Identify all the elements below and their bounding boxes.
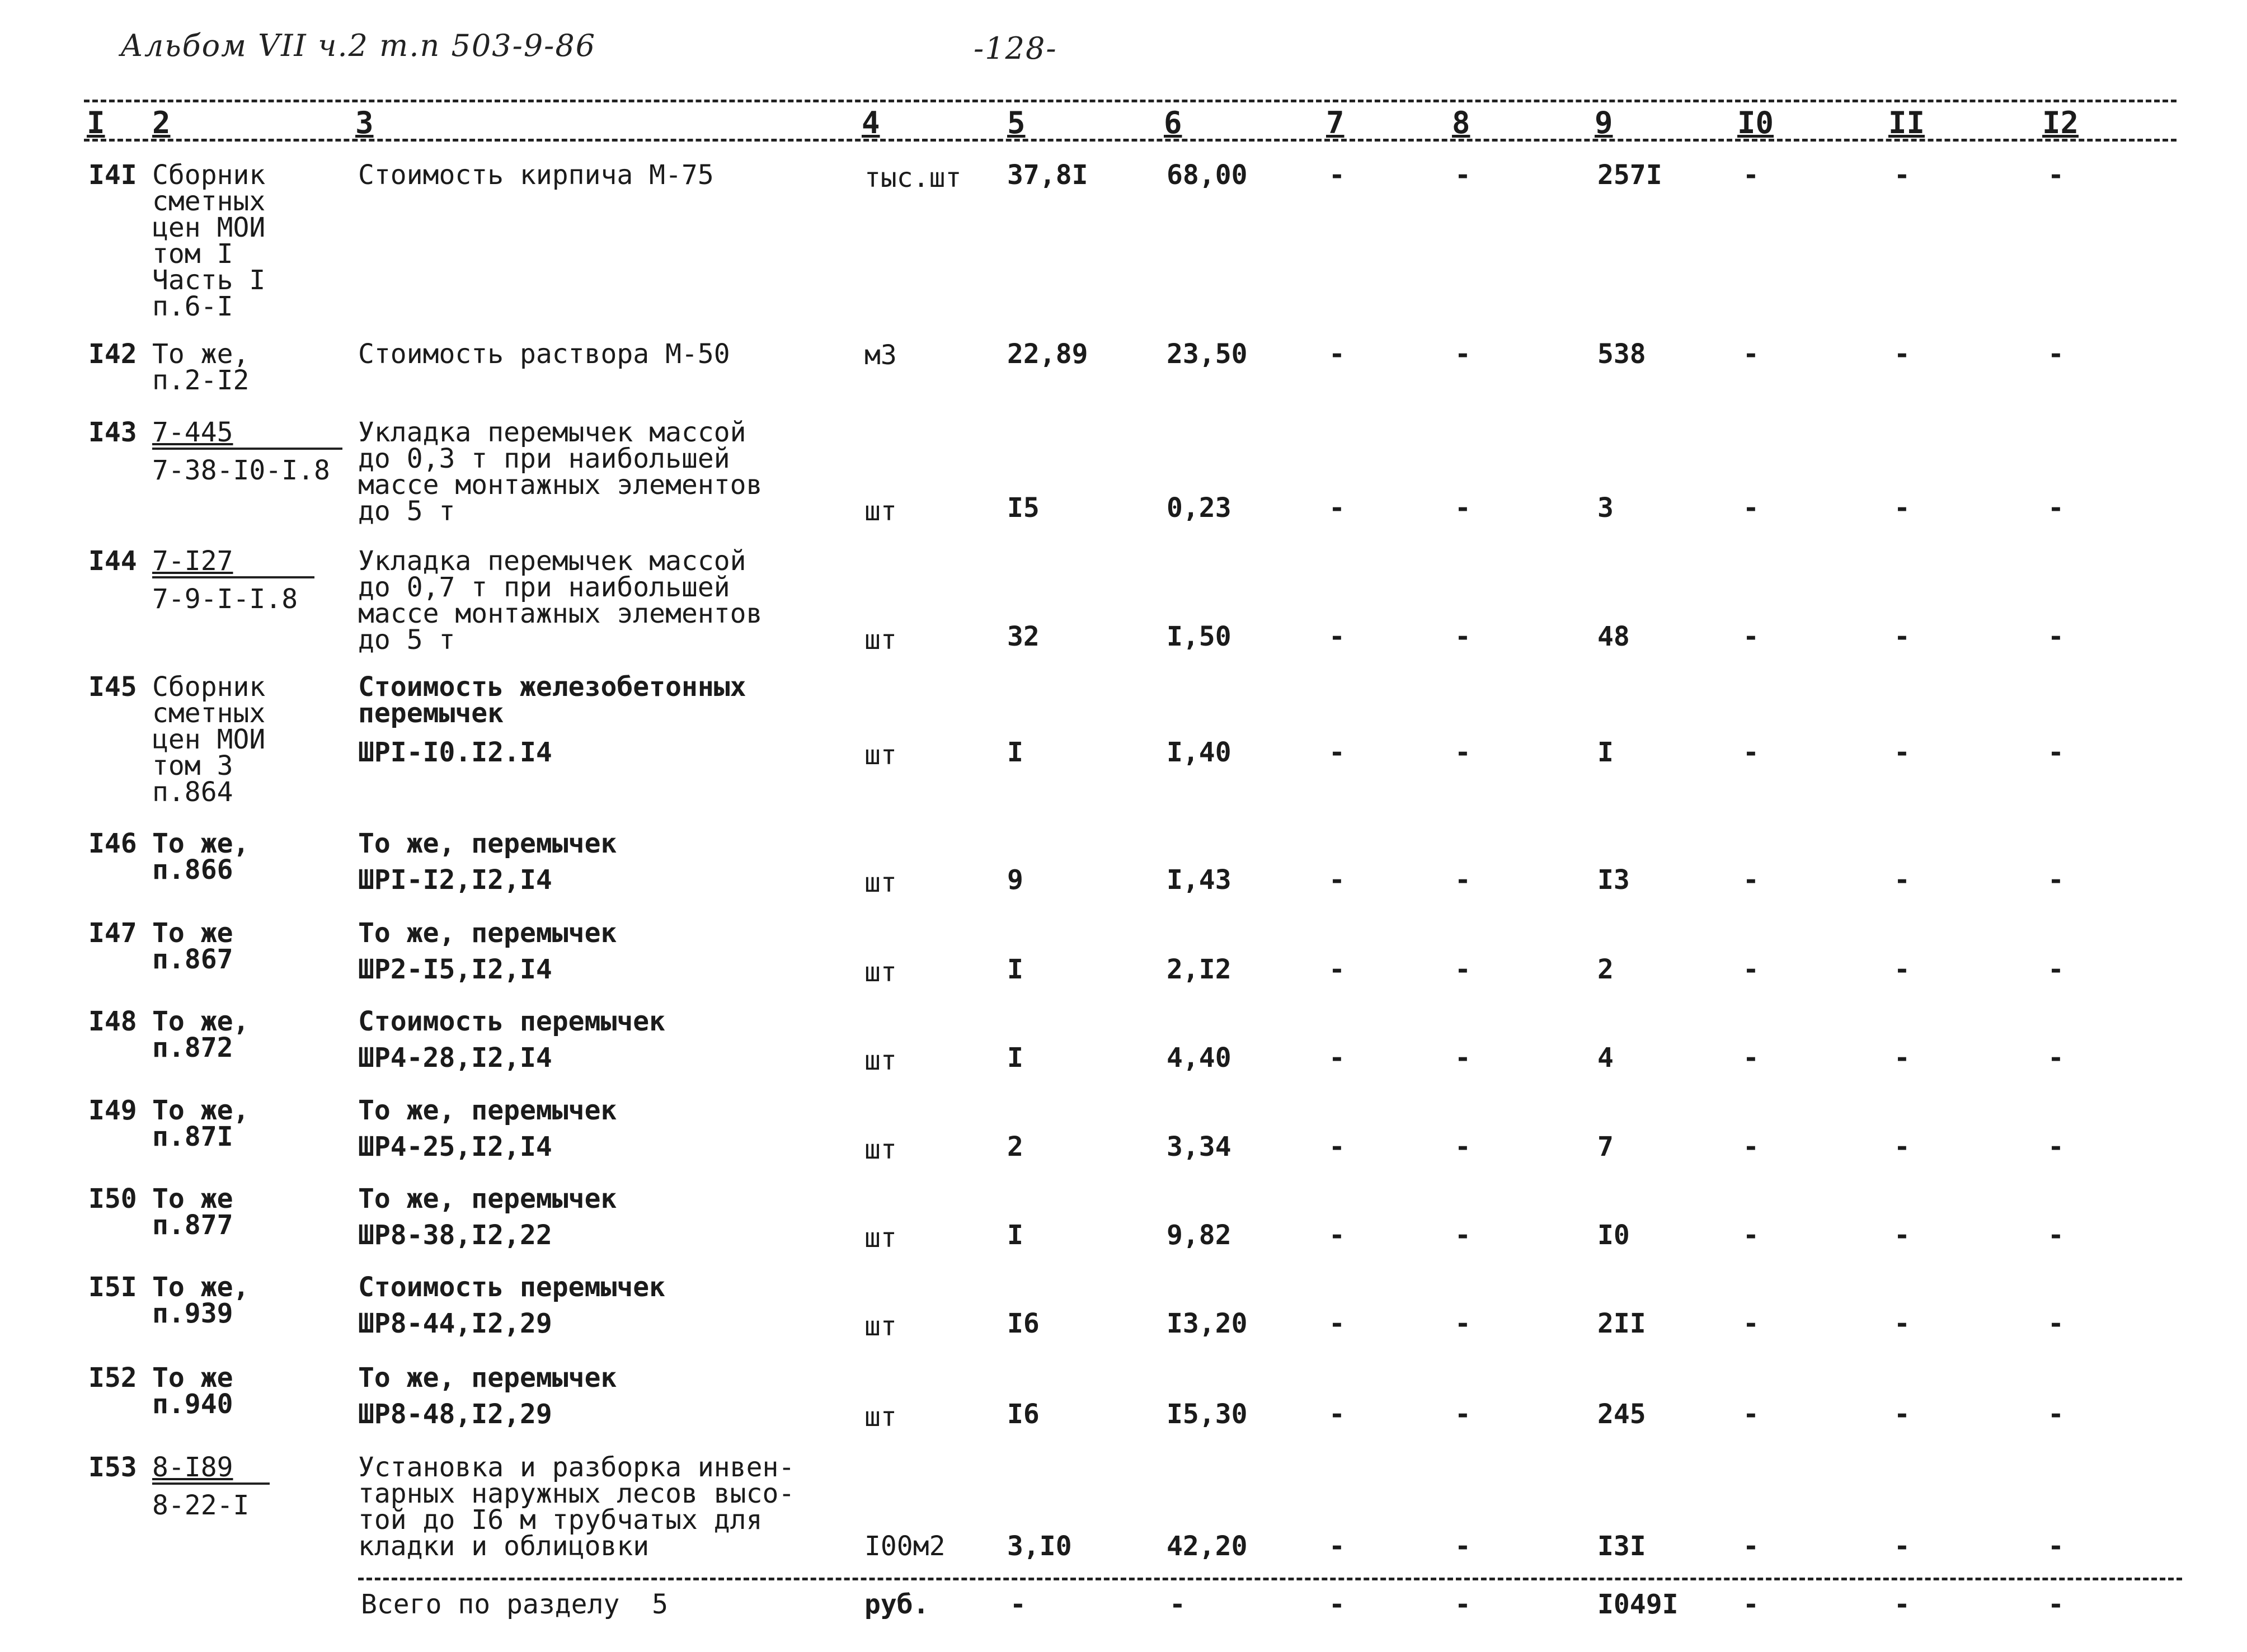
row-number: I48 bbox=[88, 1006, 137, 1037]
col7-cell: - bbox=[1329, 1042, 1345, 1074]
price-cell: 4,40 bbox=[1167, 1042, 1231, 1074]
quantity-cell: I bbox=[1007, 954, 1023, 985]
col12-cell: - bbox=[2048, 1399, 2064, 1430]
source-line: 8-I89 bbox=[152, 1452, 233, 1483]
description-line: То же, перемычек bbox=[358, 917, 617, 949]
source-line: 7-38-I0-I.8 bbox=[152, 455, 330, 486]
col10-cell: - bbox=[1743, 1220, 1759, 1251]
col8-cell: - bbox=[1455, 159, 1471, 191]
col8-cell: - bbox=[1455, 1220, 1471, 1251]
quantity-cell: I6 bbox=[1007, 1399, 1040, 1430]
source-line: том I bbox=[152, 238, 233, 270]
col10-cell: - bbox=[1743, 1042, 1759, 1074]
total-cell: 257I bbox=[1597, 159, 1662, 191]
column-header-2: 2 bbox=[152, 105, 171, 140]
source-line: То же, bbox=[152, 828, 250, 859]
description-line: То же, перемычек bbox=[358, 1362, 617, 1394]
col7-cell: - bbox=[1329, 737, 1345, 768]
source-line: цен МОИ bbox=[152, 212, 266, 243]
description-line: ШР4-25,I2,I4 bbox=[358, 1131, 552, 1162]
col11-cell: - bbox=[1894, 1308, 1910, 1339]
source-line: То же bbox=[152, 1362, 233, 1394]
col11-cell: - bbox=[1894, 954, 1910, 985]
col7-cell: - bbox=[1329, 1131, 1345, 1162]
col12-cell: - bbox=[2048, 621, 2064, 652]
source-fraction-line bbox=[152, 576, 314, 578]
col12-cell: - bbox=[2048, 864, 2064, 896]
header-divider bbox=[84, 139, 2177, 142]
description-line: до 0,7 т при наибольшей bbox=[358, 572, 730, 603]
description-line: перемычек bbox=[358, 698, 504, 729]
description-line: ШР4-28,I2,I4 bbox=[358, 1042, 552, 1074]
col10-cell: - bbox=[1743, 864, 1759, 896]
source-line: п.6-I bbox=[152, 291, 233, 322]
source-line: То же, bbox=[152, 1272, 250, 1303]
source-line: п.87I bbox=[152, 1121, 233, 1152]
row-number: I52 bbox=[88, 1362, 137, 1394]
col8-cell: - bbox=[1455, 1531, 1471, 1562]
col10-cell: - bbox=[1743, 1308, 1759, 1339]
source-line: 7-I27 bbox=[152, 545, 233, 577]
column-header-4: 4 bbox=[862, 105, 880, 140]
col7-cell: - bbox=[1329, 159, 1345, 191]
quantity-cell: 3,I0 bbox=[1007, 1531, 1072, 1562]
col11-cell: - bbox=[1894, 492, 1910, 524]
col7-cell: - bbox=[1329, 492, 1345, 524]
col12-cell: - bbox=[2048, 1531, 2064, 1562]
price-cell: 23,50 bbox=[1167, 338, 1248, 370]
col12-cell: - bbox=[2048, 338, 2064, 370]
price-cell: 9,82 bbox=[1167, 1220, 1231, 1251]
summary-col7: - bbox=[1329, 1589, 1345, 1620]
total-cell: I3I bbox=[1597, 1531, 1646, 1562]
summary-unit: руб. bbox=[864, 1589, 929, 1620]
source-line: п.866 bbox=[152, 854, 233, 886]
unit-cell: шт bbox=[864, 1045, 897, 1076]
row-number: I44 bbox=[88, 545, 137, 577]
unit-cell: м3 bbox=[864, 340, 897, 371]
source-line: Сборник bbox=[152, 671, 266, 703]
col10-cell: - bbox=[1743, 1531, 1759, 1562]
row-number: I50 bbox=[88, 1183, 137, 1215]
row-number: I45 bbox=[88, 671, 137, 703]
total-cell: 2II bbox=[1597, 1308, 1646, 1339]
description-line: Стоимость перемычек bbox=[358, 1006, 666, 1037]
summary-col11: - bbox=[1894, 1589, 1910, 1620]
col8-cell: - bbox=[1455, 338, 1471, 370]
col12-cell: - bbox=[2048, 159, 2064, 191]
description-line: ШРI-I2,I2,I4 bbox=[358, 864, 552, 896]
col12-cell: - bbox=[2048, 737, 2064, 768]
row-number: I43 bbox=[88, 417, 137, 448]
description-line: Стоимость железобетонных bbox=[358, 671, 746, 703]
description-line: ШРI-I0.I2.I4 bbox=[358, 737, 552, 768]
description-line: тарных наружных лесов высо- bbox=[358, 1478, 795, 1509]
col12-cell: - bbox=[2048, 1042, 2064, 1074]
description-line: массе монтажных элементов bbox=[358, 598, 763, 629]
total-cell: I3 bbox=[1597, 864, 1630, 896]
price-cell: 68,00 bbox=[1167, 159, 1248, 191]
description-line: Стоимость перемычек bbox=[358, 1272, 666, 1303]
description-line: Стоимость кирпича М-75 bbox=[358, 159, 714, 191]
description-line: Установка и разборка инвен- bbox=[358, 1452, 795, 1483]
source-line: том 3 bbox=[152, 750, 233, 782]
description-line: до 0,3 т при наибольшей bbox=[358, 443, 730, 474]
summary-col10: - bbox=[1743, 1589, 1759, 1620]
total-cell: 245 bbox=[1597, 1399, 1646, 1430]
col7-cell: - bbox=[1329, 1308, 1345, 1339]
col12-cell: - bbox=[2048, 1220, 2064, 1251]
col11-cell: - bbox=[1894, 1042, 1910, 1074]
source-line: То же bbox=[152, 1183, 233, 1215]
source-line: Сборник bbox=[152, 159, 266, 191]
summary-divider bbox=[358, 1578, 2182, 1580]
column-header-10: I0 bbox=[1737, 105, 1774, 140]
top-divider bbox=[84, 100, 2177, 102]
col12-cell: - bbox=[2048, 1131, 2064, 1162]
source-line: То же, bbox=[152, 338, 250, 370]
source-line: п.939 bbox=[152, 1298, 233, 1329]
col8-cell: - bbox=[1455, 1131, 1471, 1162]
source-line: сметных bbox=[152, 698, 266, 729]
source-line: п.2-I2 bbox=[152, 365, 250, 396]
quantity-cell: 9 bbox=[1007, 864, 1023, 896]
description-line: То же, перемычек bbox=[358, 1183, 617, 1215]
column-header-5: 5 bbox=[1007, 105, 1026, 140]
total-cell: I0 bbox=[1597, 1220, 1630, 1251]
price-cell: I,40 bbox=[1167, 737, 1231, 768]
summary-col12: - bbox=[2048, 1589, 2064, 1620]
source-line: п.940 bbox=[152, 1389, 233, 1420]
unit-cell: I00м2 bbox=[864, 1531, 946, 1562]
quantity-cell: 22,89 bbox=[1007, 338, 1088, 370]
col7-cell: - bbox=[1329, 621, 1345, 652]
price-cell: 42,20 bbox=[1167, 1531, 1248, 1562]
quantity-cell: I bbox=[1007, 1220, 1023, 1251]
unit-cell: шт bbox=[864, 1311, 897, 1342]
unit-cell: шт bbox=[864, 496, 897, 527]
source-fraction-line bbox=[152, 448, 342, 450]
row-number: I47 bbox=[88, 917, 137, 949]
source-line: 8-22-I bbox=[152, 1490, 250, 1521]
price-cell: I5,30 bbox=[1167, 1399, 1248, 1430]
description-line: Укладка перемычек массой bbox=[358, 417, 746, 448]
col11-cell: - bbox=[1894, 621, 1910, 652]
col10-cell: - bbox=[1743, 954, 1759, 985]
col10-cell: - bbox=[1743, 737, 1759, 768]
price-cell: I,50 bbox=[1167, 621, 1231, 652]
unit-cell: шт bbox=[864, 1134, 897, 1165]
col10-cell: - bbox=[1743, 338, 1759, 370]
col11-cell: - bbox=[1894, 1399, 1910, 1430]
col10-cell: - bbox=[1743, 1131, 1759, 1162]
col11-cell: - bbox=[1894, 1131, 1910, 1162]
unit-cell: шт bbox=[864, 1401, 897, 1433]
unit-cell: шт bbox=[864, 740, 897, 771]
page-number: -128- bbox=[974, 31, 1057, 66]
total-cell: 3 bbox=[1597, 492, 1614, 524]
col11-cell: - bbox=[1894, 338, 1910, 370]
description-line: Стоимость раствора М-50 bbox=[358, 338, 730, 370]
column-header-3: 3 bbox=[355, 105, 374, 140]
source-line: цен МОИ bbox=[152, 724, 266, 755]
summary-label: Всего по разделу 5 bbox=[361, 1589, 669, 1620]
source-line: п.867 bbox=[152, 944, 233, 975]
description-line: до 5 т bbox=[358, 624, 455, 656]
col12-cell: - bbox=[2048, 954, 2064, 985]
col8-cell: - bbox=[1455, 954, 1471, 985]
col7-cell: - bbox=[1329, 338, 1345, 370]
source-line: п.864 bbox=[152, 776, 233, 808]
col11-cell: - bbox=[1894, 737, 1910, 768]
summary-quantity: - bbox=[1010, 1589, 1026, 1620]
row-number: I49 bbox=[88, 1095, 137, 1126]
source-line: То же, bbox=[152, 1006, 250, 1037]
total-cell: I bbox=[1597, 737, 1614, 768]
quantity-cell: 32 bbox=[1007, 621, 1040, 652]
col12-cell: - bbox=[2048, 1308, 2064, 1339]
description-line: То же, перемычек bbox=[358, 1095, 617, 1126]
summary-price: - bbox=[1169, 1589, 1186, 1620]
source-line: То же, bbox=[152, 1095, 250, 1126]
col8-cell: - bbox=[1455, 737, 1471, 768]
description-line: То же, перемычек bbox=[358, 828, 617, 859]
quantity-cell: 37,8I bbox=[1007, 159, 1088, 191]
total-cell: 538 bbox=[1597, 338, 1646, 370]
description-line: той до I6 м трубчатых для bbox=[358, 1504, 763, 1536]
album-reference: Альбом VII ч.2 т.п 503-9-86 bbox=[120, 28, 596, 63]
description-line: ШР8-44,I2,29 bbox=[358, 1308, 552, 1339]
col8-cell: - bbox=[1455, 864, 1471, 896]
col8-cell: - bbox=[1455, 1308, 1471, 1339]
description-line: Укладка перемычек массой bbox=[358, 545, 746, 577]
summary-col8: - bbox=[1455, 1589, 1471, 1620]
col11-cell: - bbox=[1894, 159, 1910, 191]
description-line: ШР2-I5,I2,I4 bbox=[358, 954, 552, 985]
unit-cell: тыс.шт bbox=[864, 162, 962, 194]
column-header-12: I2 bbox=[2042, 105, 2079, 140]
price-cell: 0,23 bbox=[1167, 492, 1231, 524]
source-line: п.872 bbox=[152, 1032, 233, 1063]
source-line: п.877 bbox=[152, 1209, 233, 1241]
col11-cell: - bbox=[1894, 1220, 1910, 1251]
source-line: сметных bbox=[152, 186, 266, 217]
source-line: 7-445 bbox=[152, 417, 233, 448]
price-cell: 2,I2 bbox=[1167, 954, 1231, 985]
description-line: кладки и облицовки bbox=[358, 1531, 650, 1562]
col8-cell: - bbox=[1455, 621, 1471, 652]
total-cell: 2 bbox=[1597, 954, 1614, 985]
source-line: Часть I bbox=[152, 265, 266, 296]
col10-cell: - bbox=[1743, 621, 1759, 652]
col10-cell: - bbox=[1743, 159, 1759, 191]
description-line: массе монтажных элементов bbox=[358, 469, 763, 501]
row-number: I46 bbox=[88, 828, 137, 859]
source-line: То же bbox=[152, 917, 233, 949]
price-cell: I,43 bbox=[1167, 864, 1231, 896]
price-cell: 3,34 bbox=[1167, 1131, 1231, 1162]
summary-total: I049I bbox=[1597, 1589, 1679, 1620]
col8-cell: - bbox=[1455, 1399, 1471, 1430]
row-number: I42 bbox=[88, 338, 137, 370]
row-number: I53 bbox=[88, 1452, 137, 1483]
col7-cell: - bbox=[1329, 864, 1345, 896]
quantity-cell: I6 bbox=[1007, 1308, 1040, 1339]
quantity-cell: 2 bbox=[1007, 1131, 1023, 1162]
col11-cell: - bbox=[1894, 864, 1910, 896]
col8-cell: - bbox=[1455, 492, 1471, 524]
unit-cell: шт bbox=[864, 867, 897, 898]
description-line: до 5 т bbox=[358, 496, 455, 527]
column-header-6: 6 bbox=[1164, 105, 1182, 140]
unit-cell: шт bbox=[864, 1222, 897, 1254]
quantity-cell: I bbox=[1007, 737, 1023, 768]
total-cell: 7 bbox=[1597, 1131, 1614, 1162]
unit-cell: шт bbox=[864, 957, 897, 988]
unit-cell: шт bbox=[864, 624, 897, 656]
source-fraction-line bbox=[152, 1482, 270, 1485]
col7-cell: - bbox=[1329, 954, 1345, 985]
quantity-cell: I5 bbox=[1007, 492, 1040, 524]
col11-cell: - bbox=[1894, 1531, 1910, 1562]
column-header-7: 7 bbox=[1326, 105, 1345, 140]
col7-cell: - bbox=[1329, 1399, 1345, 1430]
description-line: ШР8-38,I2,22 bbox=[358, 1220, 552, 1251]
column-header-9: 9 bbox=[1595, 105, 1613, 140]
col10-cell: - bbox=[1743, 1399, 1759, 1430]
quantity-cell: I bbox=[1007, 1042, 1023, 1074]
row-number: I5I bbox=[88, 1272, 137, 1303]
col7-cell: - bbox=[1329, 1531, 1345, 1562]
price-cell: I3,20 bbox=[1167, 1308, 1248, 1339]
column-header-8: 8 bbox=[1452, 105, 1470, 140]
total-cell: 48 bbox=[1597, 621, 1630, 652]
column-header-1: I bbox=[87, 105, 105, 140]
col7-cell: - bbox=[1329, 1220, 1345, 1251]
source-line: 7-9-I-I.8 bbox=[152, 583, 298, 615]
col10-cell: - bbox=[1743, 492, 1759, 524]
col12-cell: - bbox=[2048, 492, 2064, 524]
description-line: ШР8-48,I2,29 bbox=[358, 1399, 552, 1430]
column-header-11: II bbox=[1888, 105, 1925, 140]
col8-cell: - bbox=[1455, 1042, 1471, 1074]
total-cell: 4 bbox=[1597, 1042, 1614, 1074]
row-number: I4I bbox=[88, 159, 137, 191]
